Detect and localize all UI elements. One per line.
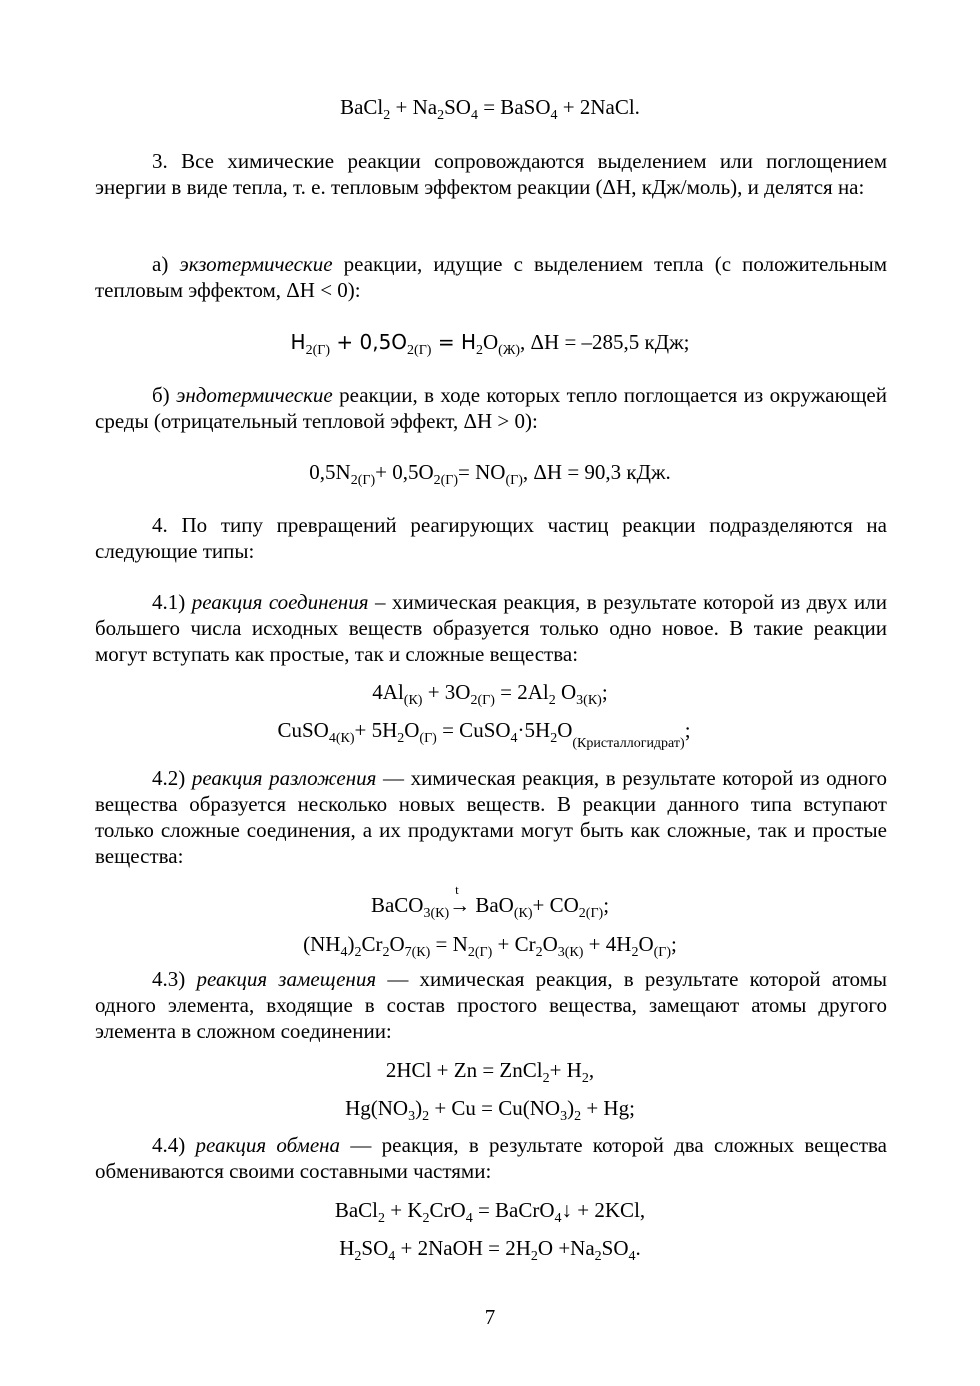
paragraph-3-energy: 3. Все химические реакции сопровождаются выделением или поглощением энергии в виде тепла, т. е. тепловым эффектом реакции (ΔН, кДж/моль), и делятся на: xyxy=(95,149,887,199)
equation-endothermic: $0,5N_{2(Г)}+ 0,5O_{2(Г)}= NO_{(Г)}$, ΔН = 90,3 кДж. xyxy=(309,460,671,488)
equation-barium-chromate: BaCl$_2$ + $K_2CrO_4$ = BaCrO$_4$↓ + 2KCl, xyxy=(334,1198,646,1226)
paragraph-4-2-decomposition: 4.2) реакция разложения — химическая реакция, в результате которой из одного вещества образуется несколько новых веществ. В реакции данного типа вступают только сложные соединения, а их продуктами могут быть как сложные, так и простые вещества: xyxy=(95,766,887,868)
equation-ammonium-dichromate: $(NH_4)_2Cr_2O_{7(К)} = N_{2(Г)} + Cr_2O_{3(К)} + 4H_2O_{(Г)}$; xyxy=(303,932,677,960)
equation-zinc-hcl: 2HCl + Zn = ZnCl$_2$+ $H_2$, xyxy=(385,1058,595,1086)
equation-copper-sulfate-hydrate: CuSO$_{4(К)}$+ $5H_2O_{(Г)}$ = $CuSO_4\cdot 5H_2O_{(Кристаллогидрат)}$; xyxy=(277,718,691,751)
page-number: 7 xyxy=(484,1305,496,1329)
equation-sulfuric-acid-naoh: $H_2SO_4$ + 2NaOH = $2H_2O +Na_2SO_4$. xyxy=(339,1236,641,1264)
equation-barium-carbonate: BaCO$_{3(К)}$ t → $BaO_{(К)}+ CO_{2(Г)}$; xyxy=(370,882,610,921)
equation-aluminium-oxide: $4Al_{(К)} + 3O_{2(Г)} = 2Al_2$ $O_{3(К)}$; xyxy=(372,680,608,708)
paragraph-endothermic: б) эндотермические реакции, в ходе которых тепло поглощается из окружающей среды (отрицательный тепловой эффект, ΔН > 0): xyxy=(95,383,887,433)
paragraph-exothermic: а) экзотермические реакции, идущие с выделением тепла (с положительным тепловым эффектом, ΔН < 0): xyxy=(95,252,887,302)
paragraph-4-1-combination: 4.1) реакция соединения – химическая реакция, в результате которой из двух или большего числа исходных веществ образуется только одно новое. В такие реакции могут вступать как простые, так и сложные вещества: xyxy=(95,590,887,666)
equation-exothermic: $H_{2(Г)} + 0,5O_{2(Г)} = H_2O_{(Ж)}$, ΔН = –285,5 кДж; xyxy=(290,330,690,358)
equation-bacl2-na2so4: BaCl$_2$ + $Na_2SO_4$ = BaSO$_4$ + 2NaCl. xyxy=(340,95,640,123)
equation-mercury-nitrate: $Hg(NO_3)_2 + Cu = Cu(NO_3)_2 + Hg$; xyxy=(345,1096,635,1124)
paragraph-4-4-exchange: 4.4) реакция обмена — реакция, в результате которой два сложных вещества обмениваются своими составными частями: xyxy=(95,1133,887,1183)
paragraph-4-types: 4. По типу превращений реагирующих частиц реакции подразделяются на следующие типы: xyxy=(95,513,887,563)
heat-arrow: t → xyxy=(449,882,471,917)
paragraph-4-3-substitution: 4.3) реакция замещения — химическая реакция, в результате которой атомы одного элемента, входящие в состав простого вещества, замещают атомы другого элемента в сложном соединении: xyxy=(95,967,887,1043)
